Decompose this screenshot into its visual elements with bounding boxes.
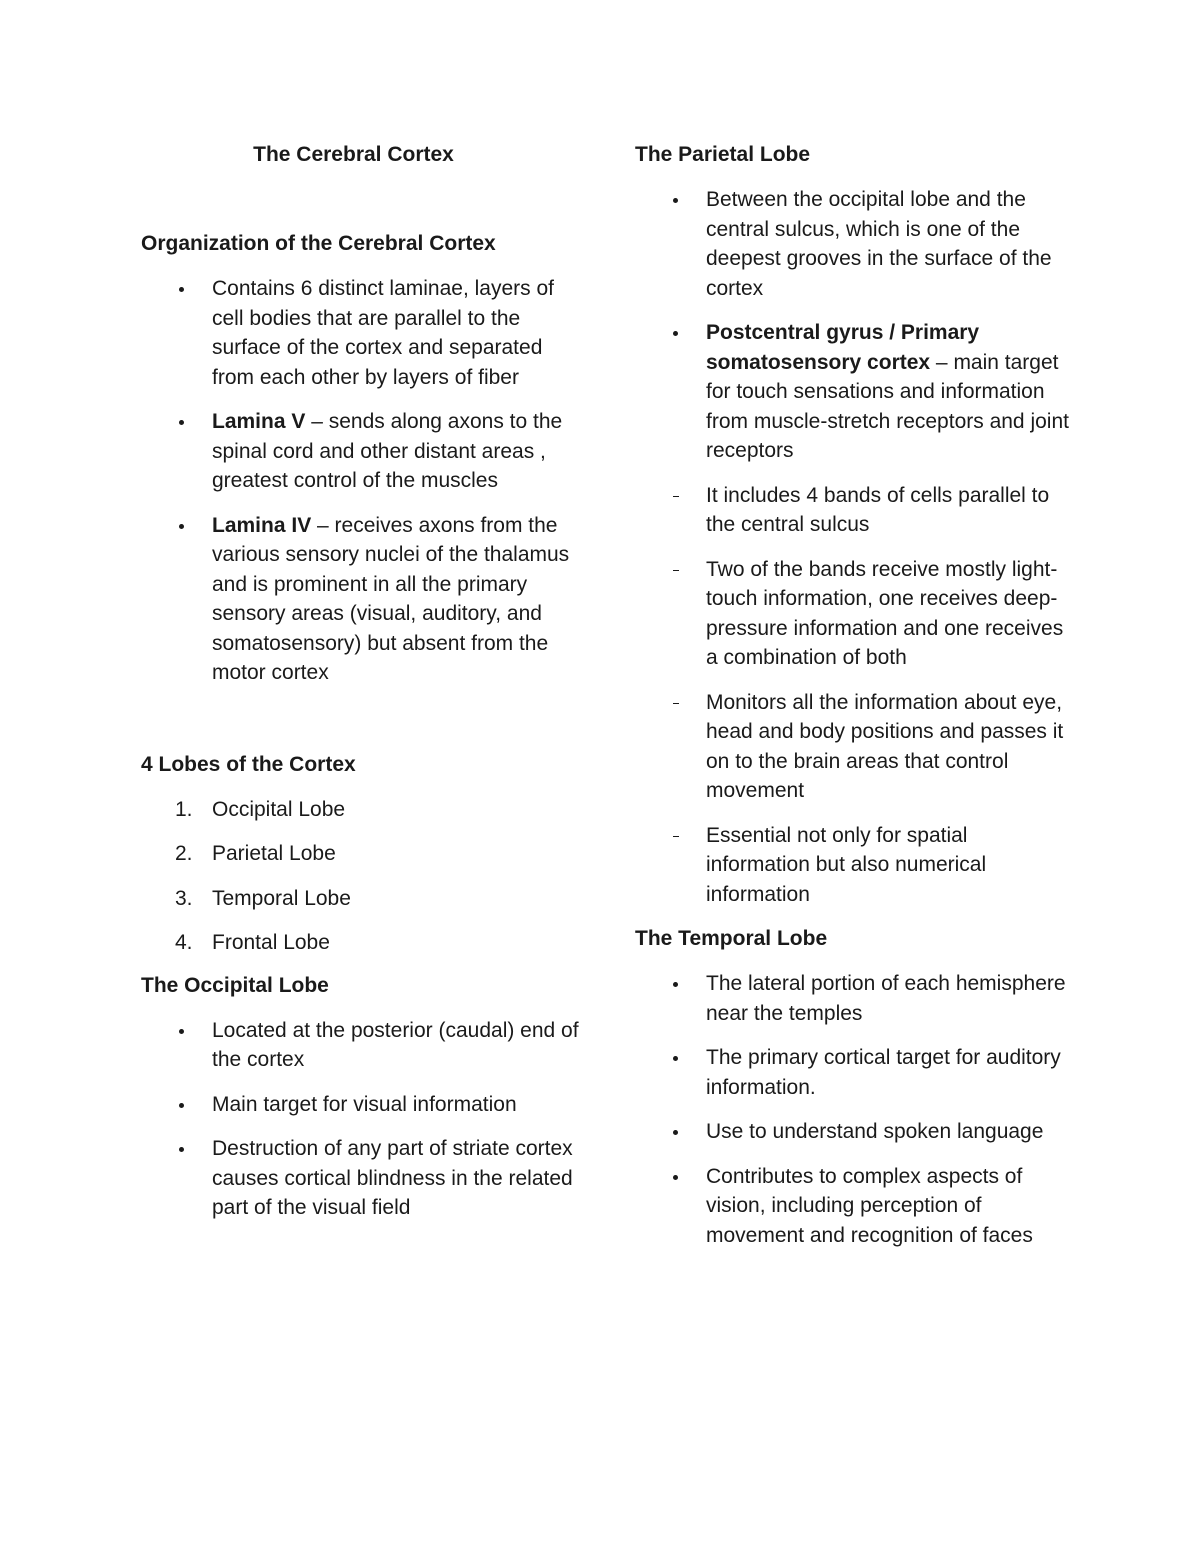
lobes-list <box>141 795 581 958</box>
list-item-text: Temporal Lobe <box>212 886 351 910</box>
list-item <box>635 969 1075 1028</box>
list-item-text: It includes 4 bands of cells parallel to the central sulcus <box>706 483 1050 536</box>
list-item <box>141 1090 581 1120</box>
occipital-heading: The Occipital Lobe <box>141 973 329 997</box>
parietal-list <box>635 185 1075 909</box>
list-item <box>635 185 1075 303</box>
list-item-text: – main target for touch sensations and information from muscle-stretch receptors and joint receptors <box>706 350 1069 462</box>
list-item-term: Postcentral gyrus / Primary somatosensory cortex <box>706 321 980 374</box>
list-number: 4. <box>175 931 193 954</box>
list-number: 1. <box>175 797 193 821</box>
list-item <box>141 839 581 869</box>
list-item-term: Lamina V <box>212 410 306 433</box>
lobes-heading: 4 Lobes of the Cortex <box>141 752 356 776</box>
list-item-text: Monitors all the information about eye, head and body positions and passes it on to the brain areas that control movement <box>706 690 1064 802</box>
parietal-heading: The Parietal Lobe <box>635 143 811 166</box>
list-item-text: Two of the bands receive mostly light-touch information, one receives deep-pressure information and one receives a combination of both <box>706 557 1064 669</box>
list-item-term: Lamina IV <box>212 513 312 537</box>
list-item-text: Destruction of any part of striate cortex causes cortical blindness in the related part of the visual field <box>212 1137 573 1219</box>
right-column <box>635 140 1075 1265</box>
list-item-text: Parietal Lobe <box>212 842 336 865</box>
list-number: 2. <box>175 842 193 865</box>
list-item <box>141 274 581 392</box>
list-item-text: Essential not only for spatial information but also numerical information <box>706 823 987 906</box>
list-item <box>635 318 1075 466</box>
list-item <box>635 1162 1075 1251</box>
list-item-text: – receives axons from the various sensory nuclei of the thalamus and is prominent in all the primary sensory areas (visual, auditory, and somatosensory) but absent from the motor cortex <box>212 513 570 684</box>
list-item <box>141 407 581 496</box>
list-item <box>635 1043 1075 1102</box>
list-item <box>141 795 581 825</box>
temporal-list <box>635 969 1075 1250</box>
list-item-text: Use to understand spoken language <box>706 1120 1044 1143</box>
list-item-text: Located at the posterior (caudal) end of the cortex <box>212 1018 579 1071</box>
list-item <box>635 688 1075 806</box>
organization-list <box>141 274 581 688</box>
list-item <box>635 555 1075 673</box>
organization-heading: Organization of the Cerebral Cortex <box>141 232 496 255</box>
list-item <box>635 1117 1075 1147</box>
document-title: The Cerebral Cortex <box>253 143 454 166</box>
list-item-text: The lateral portion of each hemisphere near the temples <box>706 972 1066 1025</box>
list-item-text: Frontal Lobe <box>212 931 330 954</box>
list-item <box>141 928 581 958</box>
temporal-heading: The Temporal Lobe <box>635 927 828 950</box>
list-item <box>141 1016 581 1075</box>
list-item <box>141 1134 581 1223</box>
list-item <box>635 481 1075 540</box>
list-number: 3. <box>175 886 193 910</box>
list-item <box>141 511 581 688</box>
list-item-text: Between the occipital lobe and the central sulcus, which is one of the deepest grooves in the surface of the cortex <box>706 188 1052 300</box>
list-item-text: Contains 6 distinct laminae, layers of cell bodies that are parallel to the surface of the cortex and separated from each other by layers of fiber <box>212 277 554 389</box>
list-item-text: Contributes to complex aspects of vision, including perception of movement and recognition of faces <box>706 1164 1033 1247</box>
list-item-text: Main target for visual information <box>212 1092 517 1116</box>
list-item-text: The primary cortical target for auditory information. <box>706 1046 1061 1099</box>
left-column <box>141 140 581 1238</box>
list-item <box>635 821 1075 910</box>
list-item <box>141 884 581 914</box>
list-item-text: – sends along axons to the spinal cord and other distant areas , greatest control of the muscles <box>212 410 563 492</box>
list-item-text: Occipital Lobe <box>212 797 346 821</box>
occipital-list <box>141 1016 581 1223</box>
